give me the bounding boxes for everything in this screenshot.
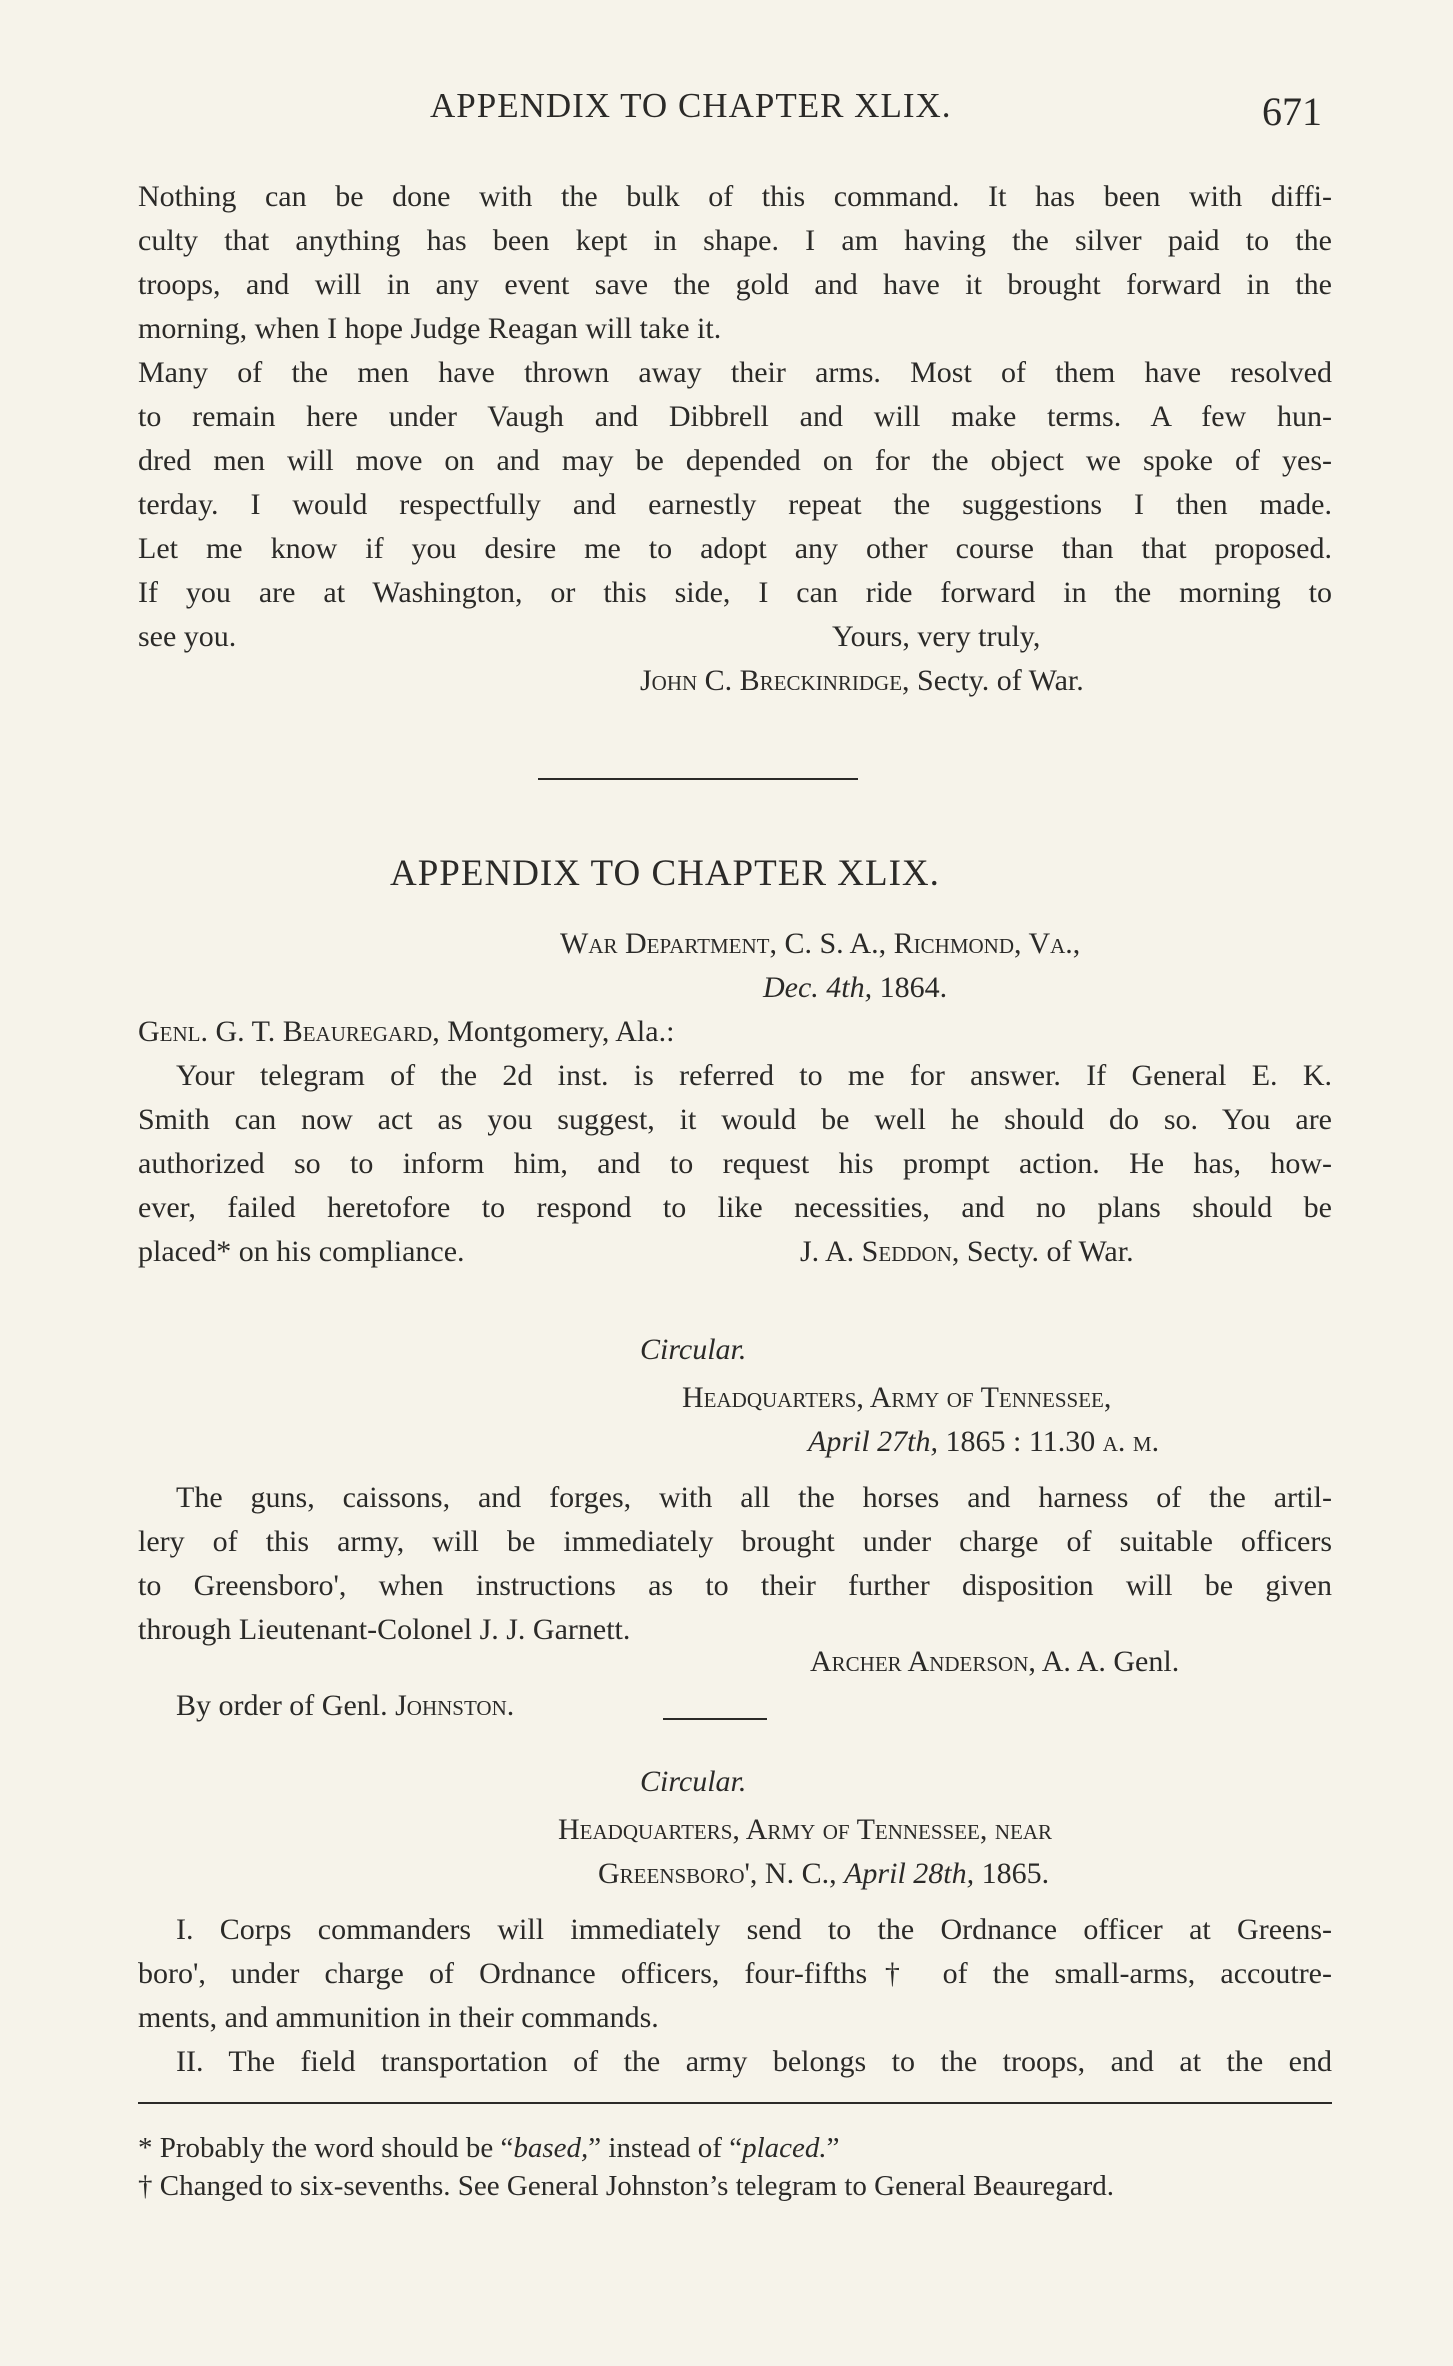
signature-title: , Secty. of War. [902, 664, 1084, 697]
date-line [763, 966, 947, 1010]
body-line: through Lieutenant-Colonel J. J. Garnett. [138, 1613, 631, 1646]
circular-heading: Circular. [640, 1765, 747, 1798]
footnote-italic: based, [513, 2132, 589, 2164]
section-title: APPENDIX TO CHAPTER XLIX. [390, 853, 940, 894]
body-line: placed* on his compliance. [138, 1235, 465, 1268]
date-line [808, 1420, 1159, 1464]
signature-name: John C. Breckinridge [640, 664, 903, 697]
date-time-suffix: a. m. [1102, 1425, 1160, 1458]
body-line: culty that anything has been kept in shape. I am having the silver paid to the [138, 224, 1332, 257]
body-line: Let me know if you desire me to adopt any other course than that proposed. [138, 532, 1332, 565]
body-line: I. Corps commanders will immediately send to the Ordnance officer at Greens- [176, 1913, 1332, 1946]
signature [810, 1640, 1179, 1684]
date-italic: Dec. 4th, [763, 971, 873, 1004]
footnote-italic: placed. [742, 2132, 827, 2164]
order-prefix: By order of Genl. [176, 1689, 396, 1722]
dateline-place: Greensboro' [598, 1857, 750, 1890]
footnote-text: * Probably the word should be “ [138, 2132, 514, 2164]
body-line: see you. [138, 620, 237, 653]
body-line: Your telegram of the 2d inst. is referred to me for answer. If General E. K. [176, 1059, 1332, 1092]
body-line: Many of the men have thrown away their arms. Most of them have resolved [138, 356, 1332, 389]
body-line: The guns, caissons, and forges, with all the horses and harness of the artil- [176, 1481, 1332, 1514]
body-line: ever, failed heretofore to respond to like necessities, and no plans should be [138, 1191, 1332, 1224]
section-divider [538, 778, 858, 780]
short-divider [663, 1718, 767, 1720]
date-italic: April 28th, [844, 1857, 975, 1890]
order-suffix: . [506, 1689, 515, 1722]
dateline: War Department, C. S. A., Richmond, Va., [560, 927, 1081, 960]
address-rest: , Montgomery, Ala.: [432, 1015, 675, 1048]
date-year: 1864. [872, 971, 948, 1004]
signature [640, 659, 1084, 703]
body-line: Nothing can be done with the bulk of this command. It has been with diffi- [138, 180, 1332, 213]
order-name: Johnston [395, 1689, 507, 1722]
footnote-text: ” [826, 2132, 840, 2164]
date-italic: April 27th, [808, 1425, 939, 1458]
signature [800, 1230, 1134, 1274]
body-line: ments, and ammunition in their commands. [138, 2001, 659, 2034]
body-line: Smith can now act as you suggest, it would be well he should do so. You are [138, 1103, 1332, 1136]
footnote-2: † Changed to six-sevenths. See General Johnston’s telegram to General Beauregard. [138, 2170, 1115, 2202]
footnote-rule [138, 2102, 1332, 2104]
order-line [138, 1684, 514, 1728]
body-line: to Greensboro', when instructions as to their further disposition will be given [138, 1569, 1332, 1602]
footnote-text: ” instead of “ [588, 2132, 743, 2164]
body-line: to remain here under Vaugh and Dibbrell and will make terms. A few hun- [138, 400, 1332, 433]
address-name: Genl. G. T. Beauregard [138, 1015, 433, 1048]
page-number: 671 [1262, 89, 1322, 134]
body-line: terday. I would respectfully and earnestly repeat the suggestions I then made. [138, 488, 1332, 521]
signature-name: Archer Anderson [810, 1645, 1029, 1678]
dateline-state: , N. C., [749, 1857, 845, 1890]
signature-title: , A. A. Genl. [1028, 1645, 1180, 1678]
date-year: 1865. [974, 1857, 1050, 1890]
dateline: Headquarters, Army of Tennessee, [682, 1381, 1112, 1414]
body-line: dred men will move on and may be depended on for the object we spoke of yes- [138, 444, 1332, 477]
body-line: troops, and will in any event save the gold and have it brought forward in the [138, 268, 1332, 301]
body-line: boro', under charge of Ordnance officers, four-fifths† of the small-arms, accoutre- [138, 1957, 1332, 1990]
body-line: morning, when I hope Judge Reagan will take it. [138, 312, 722, 345]
date-year: 1865 : 11.30 [938, 1425, 1103, 1458]
letter-closing: Yours, very truly, [832, 620, 1041, 653]
dateline: Headquarters, Army of Tennessee, near [558, 1813, 1053, 1846]
address-line [138, 1010, 1332, 1054]
body-line: If you are at Washington, or this side, I can ride forward in the morning to [138, 576, 1332, 609]
body-line: authorized so to inform him, and to request his prompt action. He has, how- [138, 1147, 1332, 1180]
dateline-2 [598, 1852, 1049, 1896]
circular-heading: Circular. [640, 1333, 747, 1366]
body-line: II. The field transportation of the army belongs to the troops, and at the end [176, 2045, 1332, 2078]
body-line: lery of this army, will be immediately brought under charge of suitable officers [138, 1525, 1332, 1558]
signature-title: , Secty. of War. [951, 1235, 1134, 1268]
footnote-1 [138, 2128, 840, 2168]
signature-name: J. A. Seddon [800, 1235, 952, 1268]
running-header: APPENDIX TO CHAPTER XLIX. [430, 86, 952, 125]
